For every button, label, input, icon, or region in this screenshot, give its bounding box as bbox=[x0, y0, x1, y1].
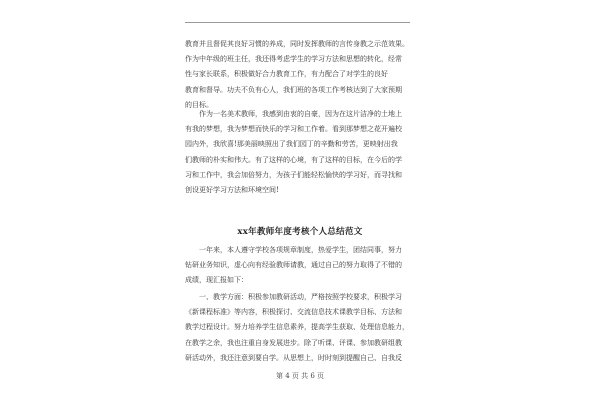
text-line: 在教学之余，我也注重自身发展进步。除了听课、评课、参加教研组教 bbox=[185, 338, 402, 347]
page-number-footer: 第 4 页 共 6 页 bbox=[275, 372, 325, 380]
text-line: 一、教学方面：积极参加教研活动，严格按照学校要求，积极学习 bbox=[185, 293, 402, 301]
text-line: 园内外，我欣喜!那美丽映照出了我们园丁的辛勤和劳苦，更映射出我 bbox=[185, 140, 398, 149]
paragraph-intro bbox=[185, 243, 415, 289]
text-line: 《新课程标准》等内容，积极探讨、交流信息技术课教学目标、方法和 bbox=[185, 308, 402, 317]
text-line: 教育和督导。功夫不负有心人，我们班的各项工作考核达到了大家预期 bbox=[185, 85, 402, 94]
text-line: 作为中年级的班主任，我还得考虑学生的学习方法和思想的转化，经常 bbox=[185, 55, 402, 64]
text-line: 创设更好学习方法和环境空间! bbox=[185, 186, 279, 195]
text-line: 性与家长联系，积极做好合力教育工作，有力配合了对学生的良好 bbox=[185, 70, 388, 79]
text-line: 们教师的朴实和伟大。有了这样的心境，有了这样的目标，在今后的学 bbox=[185, 155, 402, 164]
text-line: 的目标。 bbox=[185, 100, 213, 109]
text-line: 习和工作中，我会加倍努力，为孩子们能轻松愉快的学习好，而寻找和 bbox=[185, 170, 402, 179]
paragraph-class-management bbox=[185, 37, 415, 113]
text-line: 作为一名美术教师，我感到由衷的自豪，因为在这片洁净的土地上 bbox=[185, 110, 402, 118]
text-line: 研活动外，我还注意到要自学。从思想上，时时刻到提醒自己、自我反 bbox=[185, 353, 402, 362]
paragraph-teaching bbox=[185, 290, 415, 366]
text-line: 教学过程设计。努力培养学生信息素养，提高学生获取、处理信息能力， bbox=[185, 323, 409, 332]
text-line: 成绩，现汇报如下： bbox=[185, 276, 248, 285]
text-line: 一年来，本人遵守学校各项规章制度，热爱学生，团结同事，努力 bbox=[185, 246, 402, 254]
paragraph-art-teacher bbox=[185, 107, 415, 198]
text-line: 钻研业务知识，虚心向有经验教师请教，通过自己的努力取得了不错的 bbox=[185, 261, 402, 270]
article-title: xx年教师年度考核个人总结范文 bbox=[237, 227, 363, 237]
text-line: 教育并且督促其良好习惯的养成，同时发挥教师的言传身教之示范效果。 bbox=[185, 40, 409, 48]
header-rule bbox=[185, 22, 410, 23]
text-line: 有我的梦想，我为梦想而快乐的学习和工作着。看到那梦想之花开遍校 bbox=[185, 125, 402, 134]
